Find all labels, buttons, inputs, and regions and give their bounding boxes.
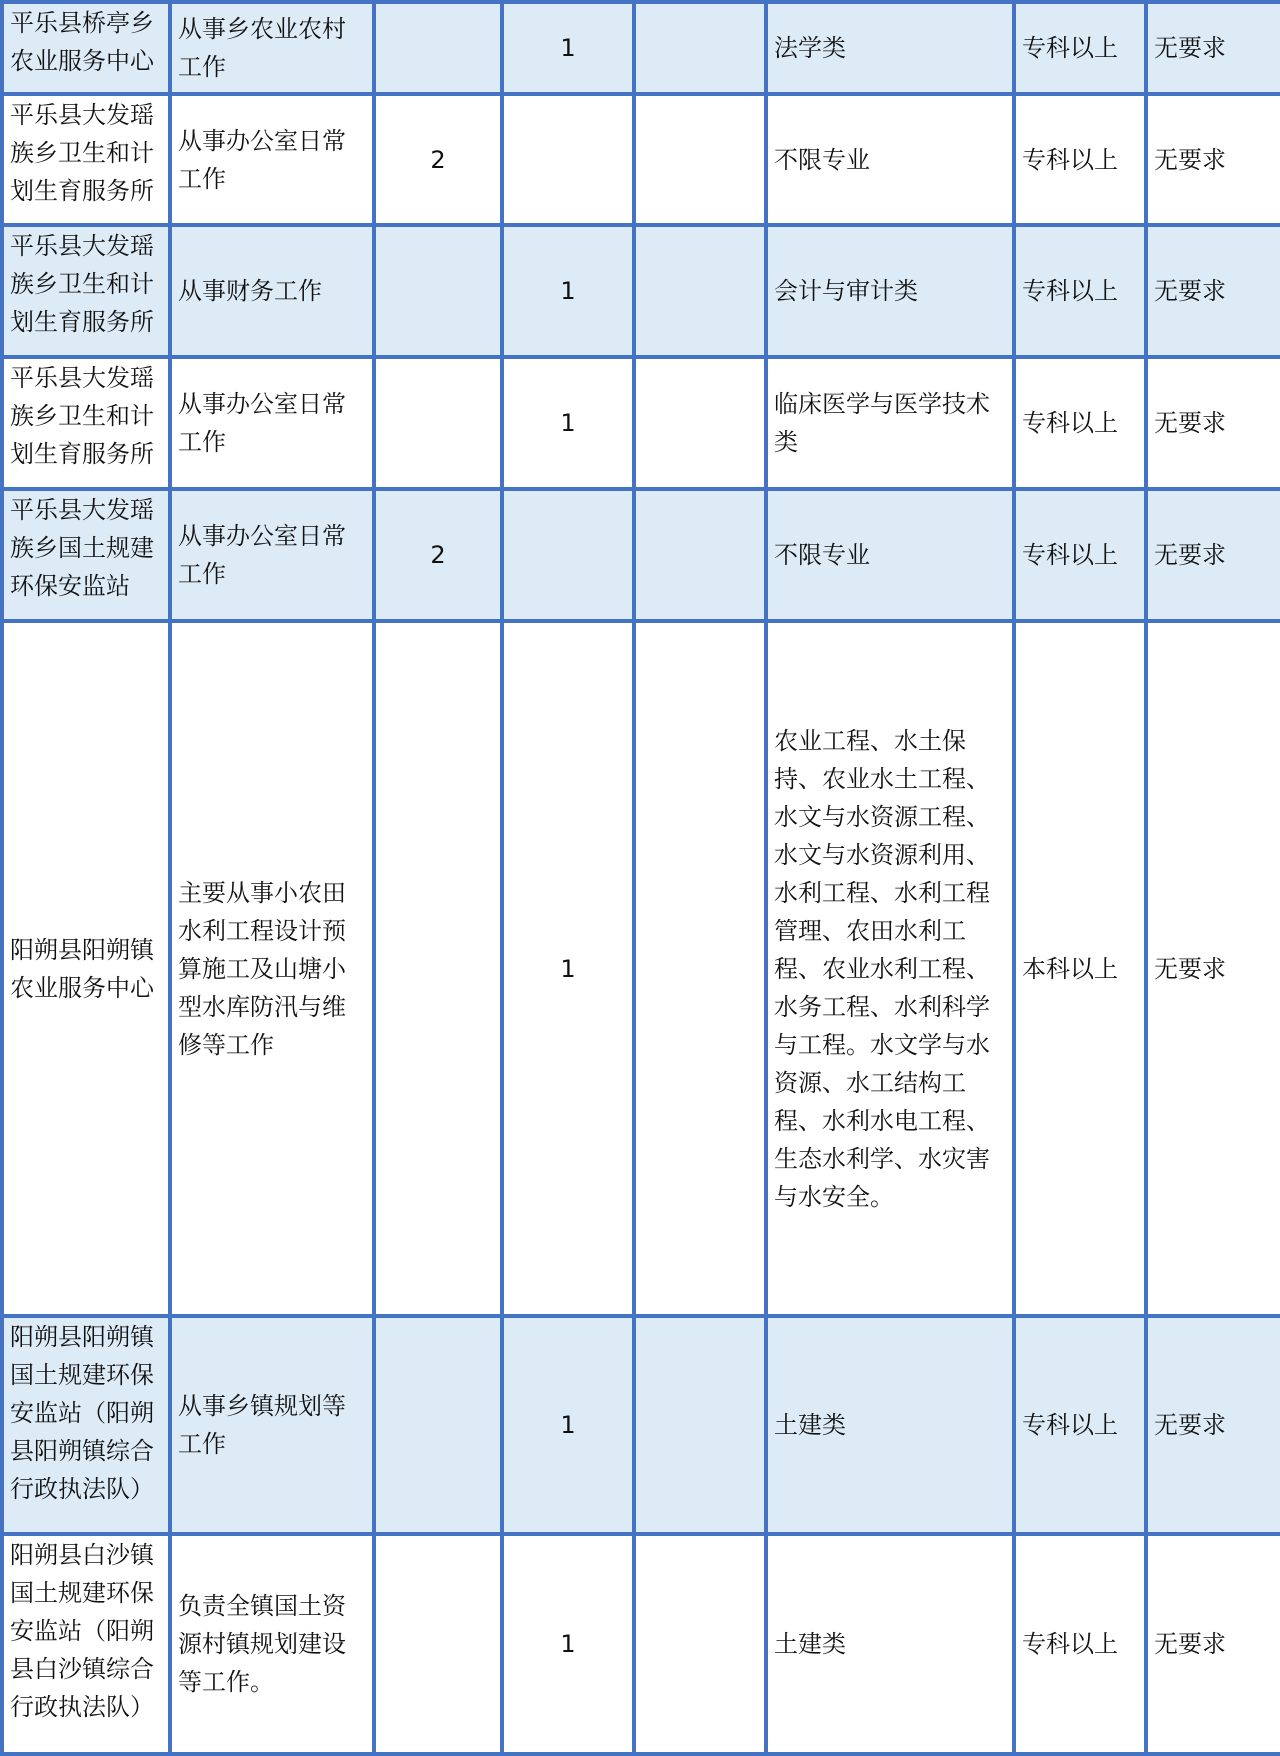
count-cell-2 bbox=[502, 94, 634, 225]
major-text: 农业工程、水土保持、农业水土工程、水文与水资源工程、水文与水资源利用、水利工程、水利工程管理、农田水利工程、农业水利工程、水务工程、水利科学与工程。水文学与水资源、水工结构工程、水利水电工程、生态水利学、水灾害与水安全。 bbox=[774, 726, 990, 1211]
education-text: 专科以上 bbox=[1022, 541, 1118, 569]
duty-cell bbox=[170, 2, 374, 94]
requirement-cell bbox=[1146, 225, 1280, 357]
major-cell bbox=[766, 357, 1014, 489]
count-value: 2 bbox=[430, 541, 446, 569]
count-cell-3 bbox=[634, 94, 766, 225]
count-cell-3 bbox=[634, 621, 766, 1316]
duty-text: 负责全镇国土资源村镇规划建设等工作。 bbox=[178, 1592, 346, 1696]
requirement-text: 无要求 bbox=[1154, 541, 1226, 569]
major-cell bbox=[766, 94, 1014, 225]
major-text: 土建类 bbox=[774, 1411, 846, 1439]
unit-cell bbox=[2, 489, 170, 621]
unit-name: 阳朔县阳朔镇国土规建环保安监站（阳朔县阳朔镇综合行政执法队） bbox=[10, 1323, 154, 1503]
count-cell-1 bbox=[374, 1534, 502, 1754]
unit-cell bbox=[2, 225, 170, 357]
duty-text: 从事办公室日常工作 bbox=[178, 390, 346, 456]
table-row bbox=[2, 2, 1280, 94]
major-text: 土建类 bbox=[774, 1630, 846, 1658]
education-text: 专科以上 bbox=[1022, 409, 1118, 437]
education-cell bbox=[1014, 1534, 1146, 1754]
count-cell-2 bbox=[502, 225, 634, 357]
unit-name: 平乐县桥亭乡农业服务中心 bbox=[10, 9, 154, 75]
table-row bbox=[2, 357, 1280, 489]
count-cell-1 bbox=[374, 2, 502, 94]
count-cell-2 bbox=[502, 1534, 634, 1754]
duty-text: 从事乡农业农村工作 bbox=[178, 15, 346, 81]
count-cell-1 bbox=[374, 94, 502, 225]
requirement-text: 无要求 bbox=[1154, 1411, 1226, 1439]
requirement-cell bbox=[1146, 1534, 1280, 1754]
count-cell-3 bbox=[634, 1316, 766, 1534]
major-text: 不限专业 bbox=[774, 145, 870, 174]
duty-cell bbox=[170, 1316, 374, 1534]
duty-text: 从事乡镇规划等工作 bbox=[178, 1392, 346, 1458]
count-cell-3 bbox=[634, 2, 766, 94]
count-cell-2 bbox=[502, 489, 634, 621]
requirement-text: 无要求 bbox=[1154, 34, 1226, 62]
count-value: 1 bbox=[560, 34, 576, 62]
unit-name: 平乐县大发瑶族乡卫生和计划生育服务所 bbox=[10, 232, 154, 336]
education-text: 专科以上 bbox=[1022, 1630, 1118, 1658]
count-cell-3 bbox=[634, 225, 766, 357]
education-cell bbox=[1014, 357, 1146, 489]
duty-text: 从事办公室日常工作 bbox=[178, 126, 346, 193]
count-cell-1 bbox=[374, 489, 502, 621]
table-row bbox=[2, 1316, 1280, 1534]
requirement-cell bbox=[1146, 2, 1280, 94]
count-cell-2 bbox=[502, 2, 634, 94]
unit-name: 平乐县大发瑶族乡卫生和计划生育服务所 bbox=[10, 101, 154, 205]
duty-text: 从事办公室日常工作 bbox=[178, 522, 346, 588]
table-row bbox=[2, 225, 1280, 357]
major-cell bbox=[766, 2, 1014, 94]
major-text: 临床医学与医学技术类 bbox=[774, 390, 990, 456]
count-value: 1 bbox=[560, 1411, 576, 1439]
requirement-cell bbox=[1146, 489, 1280, 621]
duty-text: 从事财务工作 bbox=[178, 277, 322, 305]
count-cell-2 bbox=[502, 621, 634, 1316]
duty-cell bbox=[170, 1534, 374, 1754]
unit-name: 平乐县大发瑶族乡国土规建环保安监站 bbox=[10, 496, 154, 600]
duty-text: 主要从事小农田水利工程设计预算施工及山塘小型水库防汛与维修等工作 bbox=[178, 878, 346, 1059]
count-cell-3 bbox=[634, 357, 766, 489]
education-text: 专科以上 bbox=[1022, 145, 1118, 174]
education-cell bbox=[1014, 94, 1146, 225]
major-cell bbox=[766, 1316, 1014, 1534]
major-cell bbox=[766, 489, 1014, 621]
unit-name: 阳朔县阳朔镇农业服务中心 bbox=[10, 935, 154, 1002]
unit-name: 阳朔县白沙镇国土规建环保安监站（阳朔县白沙镇综合行政执法队） bbox=[10, 1541, 154, 1721]
unit-cell bbox=[2, 2, 170, 94]
requirement-text: 无要求 bbox=[1154, 409, 1226, 437]
table-row bbox=[2, 1534, 1280, 1754]
count-cell-1 bbox=[374, 621, 502, 1316]
education-cell bbox=[1014, 2, 1146, 94]
unit-cell bbox=[2, 1316, 170, 1534]
education-cell bbox=[1014, 489, 1146, 621]
count-value: 1 bbox=[560, 277, 576, 305]
requirement-cell bbox=[1146, 621, 1280, 1316]
count-cell-1 bbox=[374, 357, 502, 489]
count-value: 1 bbox=[560, 954, 576, 983]
requirement-cell bbox=[1146, 357, 1280, 489]
unit-name: 平乐县大发瑶族乡卫生和计划生育服务所 bbox=[10, 364, 154, 468]
count-value: 2 bbox=[430, 145, 446, 174]
unit-cell bbox=[2, 1534, 170, 1754]
count-cell-3 bbox=[634, 489, 766, 621]
count-cell-2 bbox=[502, 357, 634, 489]
education-cell bbox=[1014, 1316, 1146, 1534]
table-row bbox=[2, 621, 1280, 1316]
count-cell-1 bbox=[374, 225, 502, 357]
table-row bbox=[2, 94, 1280, 225]
major-text: 法学类 bbox=[774, 34, 846, 62]
unit-cell bbox=[2, 357, 170, 489]
education-text: 专科以上 bbox=[1022, 34, 1118, 62]
unit-cell bbox=[2, 94, 170, 225]
duty-cell bbox=[170, 94, 374, 225]
major-cell bbox=[766, 225, 1014, 357]
duty-cell bbox=[170, 225, 374, 357]
duty-cell bbox=[170, 621, 374, 1316]
requirement-text: 无要求 bbox=[1154, 277, 1226, 305]
requirement-cell bbox=[1146, 94, 1280, 225]
requirement-text: 无要求 bbox=[1154, 1630, 1226, 1658]
requirement-text: 无要求 bbox=[1154, 145, 1226, 174]
duty-cell bbox=[170, 357, 374, 489]
count-cell-2 bbox=[502, 1316, 634, 1534]
education-text: 本科以上 bbox=[1022, 954, 1118, 983]
unit-cell bbox=[2, 621, 170, 1316]
major-cell bbox=[766, 1534, 1014, 1754]
count-value: 1 bbox=[560, 1630, 576, 1658]
education-cell bbox=[1014, 621, 1146, 1316]
table-row bbox=[2, 489, 1280, 621]
duty-cell bbox=[170, 489, 374, 621]
count-value: 1 bbox=[560, 409, 576, 437]
major-text: 会计与审计类 bbox=[774, 277, 918, 305]
major-cell bbox=[766, 621, 1014, 1316]
count-cell-3 bbox=[634, 1534, 766, 1754]
education-cell bbox=[1014, 225, 1146, 357]
education-text: 专科以上 bbox=[1022, 277, 1118, 305]
major-text: 不限专业 bbox=[774, 541, 870, 569]
count-cell-1 bbox=[374, 1316, 502, 1534]
education-text: 专科以上 bbox=[1022, 1411, 1118, 1439]
requirement-cell bbox=[1146, 1316, 1280, 1534]
requirement-text: 无要求 bbox=[1154, 954, 1226, 983]
